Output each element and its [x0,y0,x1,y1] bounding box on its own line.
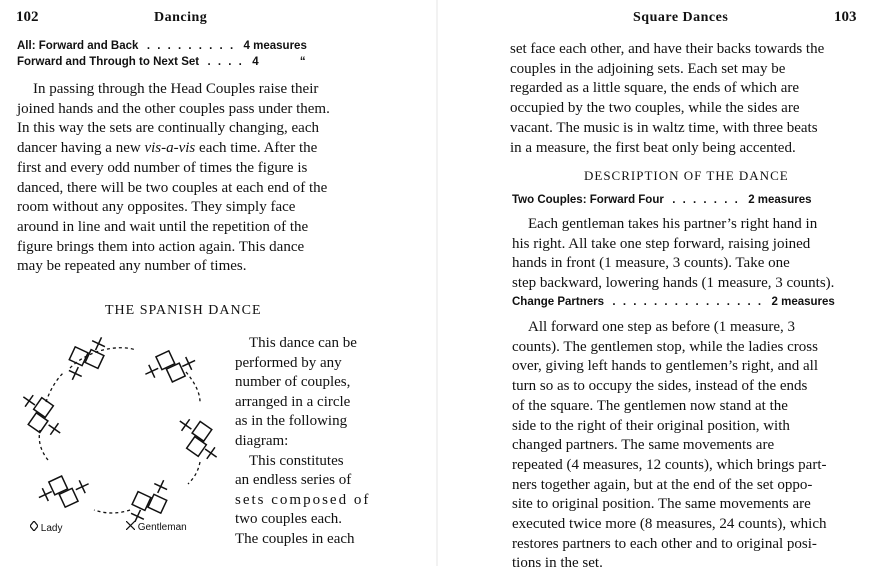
legend-lady-label: Lady [40,523,63,534]
text-line: occupied by the two couples, while the sides are [510,100,800,117]
set-cluster [124,480,174,522]
step-change-partners [512,296,835,308]
step-label: Forward and Through to Next Set [17,56,200,68]
legend-gentleman-label: Gentleman [137,522,187,533]
dashed-path [94,510,130,513]
dashed-path [188,462,200,484]
step2-paragraph [512,318,862,574]
text-line: turn so as to occupy the sides, instead of the ends [512,378,808,395]
text-line: diagram: [235,432,289,449]
step-two-couples [512,194,811,206]
text-line: in a measure, the first beat only being accented. [510,139,796,156]
set-cluster [23,392,60,439]
text-line: couples in the adjoining sets. Each set may be [510,60,786,77]
step-label: Two Couples: Forward Four [512,194,664,206]
text-line: This dance can be [249,335,357,351]
intro-paragraph [510,40,860,158]
section-title: THE SPANISH DANCE [105,303,262,318]
text-line: danced, there will be two couples at each end of the [17,179,328,196]
text-line: tions in the set. [512,555,603,572]
text-line: ners together again, but at the end of the set oppo- [512,476,813,493]
left-page-number: 102 [16,9,39,25]
text-line: set face each other, and have their backs towards the [510,41,825,57]
text-line: In this way the sets are continually changing, each [17,120,319,137]
step-label: All: Forward and Back [17,40,139,52]
text-line: repeated (4 measures, 12 counts), which brings part- [512,456,827,473]
step-measures: 4 measures [243,40,307,52]
text-line: restores partners to each other and to original posi- [512,535,817,552]
ditto-mark: “ [299,56,306,68]
text-line: All forward one step as before (1 measure, 3 [528,319,795,335]
text-line: side to the right of their original position, with [512,417,790,434]
text-line: as in the following [235,413,348,430]
legend-lady [30,521,62,534]
text-line: The couples in each [235,530,355,547]
text-line: This constitutes [249,452,344,469]
set-cluster [180,416,217,463]
set-cluster [62,337,112,380]
text-line: site to original position. The same movements are [512,496,811,513]
right-page-number: 103 [834,9,857,25]
set-cluster [39,469,89,512]
dot-leader: . . . . . . . . . [141,40,241,52]
left-page [0,0,438,566]
step-label: Change Partners [512,296,605,308]
step-measures: 2 measures [771,296,835,308]
step1-paragraph [512,215,862,294]
text-line [17,139,365,159]
text-line: performed by any [235,354,342,371]
step-forward-through [17,56,306,68]
text-line: around in line and wait until the repetition of the [17,218,309,235]
couple-sets [23,337,216,522]
side-paragraph [235,334,371,550]
text-line: his right. All take one step forward, raising joined [512,235,811,252]
text-line: Each gentleman takes his partner’s right hand in [528,216,818,232]
text-line: two couples each. [235,511,343,528]
step-measures: 4 [252,56,259,68]
text-line: number of couples, [235,374,351,391]
dashed-path [39,430,48,460]
text-line: executed twice more (8 measures, 24 counts), which [512,516,827,533]
dot-leader: . . . . . . . . . . . . . . . [607,296,769,308]
text-line: vacant. The music is in waltz time, with three beats [510,119,818,136]
text-line: figure brings them into action again. This dance [17,238,305,255]
text-line: of the square. The gentlemen now stand at the [512,397,788,414]
dot-leader: . . . . . . . [667,194,745,206]
right-running-head: Square Dances [633,10,729,25]
legend-gentleman [126,521,187,533]
gentleman-cross-icon [126,521,135,530]
right-page [438,0,875,572]
dance-circle-diagram [18,332,228,522]
lady-diamond-icon [30,521,38,531]
dashed-path [186,372,200,402]
text-line: over, giving left hands to gentlemen’s right, and all [512,358,818,375]
set-cluster [145,346,195,389]
text-line: hands in front (1 measure, 3 counts). Take one [512,255,790,272]
text-line: an endless series of [235,472,352,489]
text-line: room without any opposites. They simply face [17,199,296,216]
dashed-path [46,372,64,402]
text-line: joined hands and the other couples pass under them. [17,100,330,117]
text-line: step backward, lowering hands (1 measure, 3 counts). [512,275,835,292]
text-line: first and every odd number of times the figure is [17,159,308,176]
dot-leader: . . . . [202,56,250,68]
italic-term: vis-a-vis [144,140,196,157]
step-measures: 2 measures [748,194,812,206]
text-line: changed partners. The same movements are [512,437,775,454]
text-line: arranged in a circle [235,393,351,410]
text-line: regarded as a little square, the ends of which are [510,80,800,97]
description-heading: DESCRIPTION OF THE DANCE [584,168,789,183]
passing-paragraph [17,80,365,277]
left-running-head: Dancing [154,10,208,25]
text-line: may be repeated any number of times. [17,258,247,275]
text-line: In passing through the Head Couples raise their [33,81,319,97]
text-line: counts). The gentlemen stop, while the ladies cross [512,338,818,355]
step-forward-and-back [17,40,307,52]
text-line: sets composed of [235,491,371,508]
text-fragment: dancer having a new [17,140,145,157]
text-fragment: each time. After the [195,140,318,157]
